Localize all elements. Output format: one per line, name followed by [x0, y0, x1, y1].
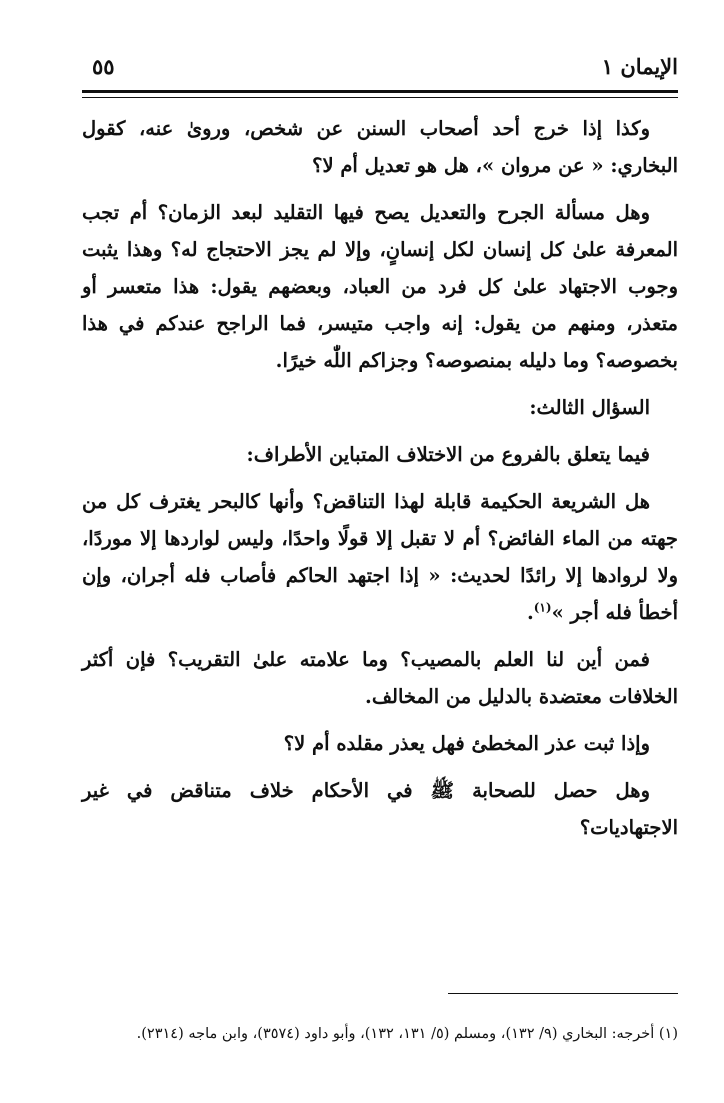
- paragraph-4-end: .: [526, 601, 534, 624]
- header-double-rule: [82, 90, 678, 98]
- footnote: (١) أخرجه: البخاري (٩/ ١٣٢)، ومسلم (٥/ ١٣١، ١٣٢)، وأبو داود (٣٥٧٤)، وابن ماجه (٢٣١٤).: [136, 1025, 678, 1042]
- paragraph-4-text: هل الشريعة الحكيمة قابلة لهذا التناقض؟ وأنها كالبحر يغترف كل من جهته من الماء الفائض؟ أم لا تقبل إلا قولًا واحدًا، وليس لواردها إلا موردًا، ولا لروادها إلا رائدًا لحديث: « إذا اجتهد الحاكم فأصاب فله أجران، وإن أخطأ فله أجر »: [82, 490, 678, 624]
- paragraph-4: [82, 483, 678, 631]
- paragraph-2: وهل مسألة الجرح والتعديل يصح فيها التقليد لبعد الزمان؟ أم تجب المعرفة علىٰ كل إنسان لكل إنسانٍ، وإلا لم يجز الاحتجاج له؟ وهذا يثبت وجوب الاجتهاد علىٰ كل فرد من العباد، وبعضهم يقول: هذا متعسر أو متعذر، ومنهم من يقول: إنه واجب متيسر، فما الراجح عندكم في هذا بخصوصه؟ وما دليله بمنصوصه؟ وجزاكم اللّٰه خيرًا.: [82, 201, 678, 372]
- footnote-separator: [448, 993, 678, 994]
- paragraph-5: فمن أين لنا العلم بالمصيب؟ وما علامته علىٰ التقريب؟ فإن أكثر الخلافات معتضدة بالدليل من المخالف.: [82, 648, 678, 708]
- running-title: الإيمان ١: [601, 54, 678, 79]
- paragraph-7: وهل حصل للصحابة ﷺ في الأحكام خلاف متناقض في غير الاجتهاديات؟: [82, 779, 678, 839]
- section-heading: السؤال الثالث:: [529, 396, 650, 419]
- body-text: [82, 110, 678, 856]
- paragraph-1: وكذا إذا خرج أحد أصحاب السنن عن شخص، وروىٰ عنه، كقول البخاري: « عن مروان »، هل هو تعديل أم لا؟: [82, 117, 678, 177]
- page-header: [82, 48, 678, 88]
- book-page: [82, 48, 678, 1088]
- paragraph-3: فيما يتعلق بالفروع من الاختلاف المتباين الأطراف:: [246, 443, 650, 466]
- footnote-reference: (١): [533, 600, 552, 615]
- paragraph-6: وإذا ثبت عذر المخطئ فهل يعذر مقلده أم لا؟: [283, 732, 650, 755]
- page-number: ٥٥: [92, 54, 115, 79]
